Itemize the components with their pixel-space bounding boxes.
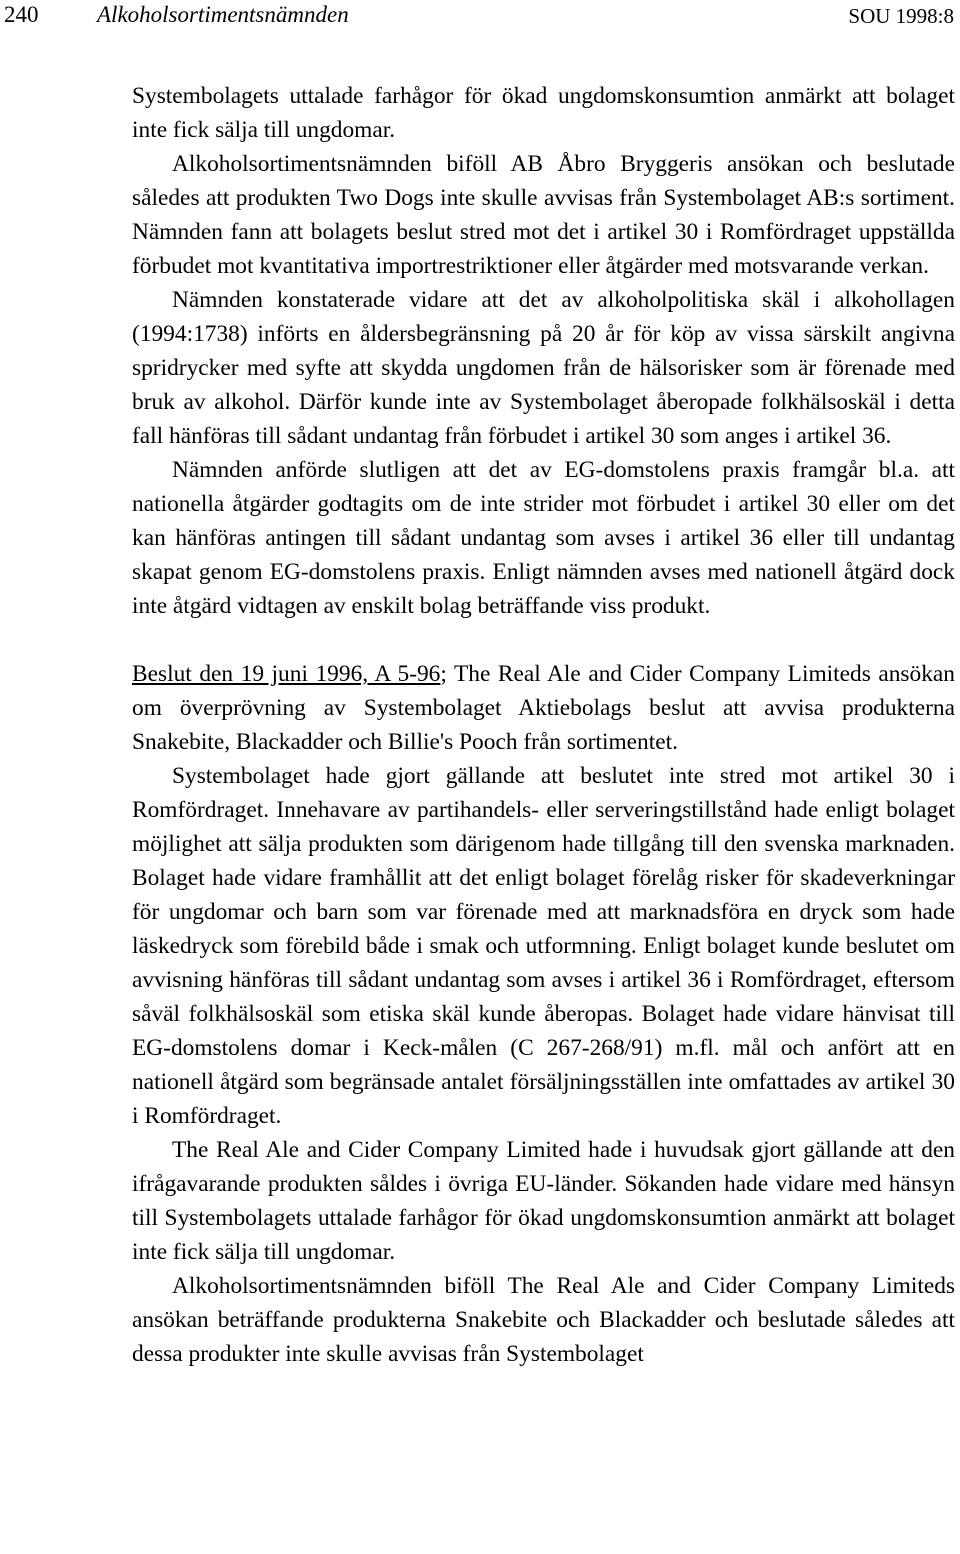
body-text (132, 79, 955, 1371)
page-number: 240 (4, 2, 39, 27)
running-title: Alkoholsortimentsnämnden (97, 2, 349, 27)
document-reference: SOU 1998:8 (848, 4, 954, 28)
case-reference: Beslut den 19 juni 1996, A 5-96 (132, 661, 441, 687)
paragraph: Nämnden konstaterade vidare att det av alkoholpolitiska skäl i alkohollagen (1994:1738) införts en åldersbegränsning på 20 år för köp av vissa särskilt angivna spridrycker med syfte att skydda ungdomen från de hälsorisker som är förenade med bruk av alkohol. Därför kunde inte av Systembolaget åberopade folkhälsoskäl i detta fall hänföras till sådant undantag från förbudet i artikel 30 som anges i artikel 36. (132, 287, 955, 449)
paragraph: Alkoholsortimentsnämnden biföll AB Åbro Bryggeris ansökan och beslutade således att produkten Two Dogs inte skulle avvisas från Systembolaget AB:s sortiment. Nämnden fann att bolagets beslut stred mot det i artikel 30 i Romfördraget uppställda förbudet mot kvantitativa importrestriktioner eller åtgärder med motsvarande verkan. (132, 151, 955, 279)
paragraph: The Real Ale and Cider Company Limited hade i huvudsak gjort gällande att den ifrågavarande produkten såldes i övriga EU-länder. Sökanden hade vidare med hänsyn till Systembolagets uttalade farhågor för ökad ungdomskonsumtion anmärkt att bolaget inte fick sälja till ungdomar. (132, 1137, 955, 1265)
paragraph: Nämnden anförde slutligen att det av EG-domstolens praxis framgår bl.a. att nationella åtgärder godtagits om de inte strider mot förbudet i artikel 30 eller om det kan hänföras antingen till sådant undantag som avses i artikel 36 eller till undantag skapat genom EG-domstolens praxis. Enligt nämnden avses med nationell åtgärd dock inte åtgärd vidtagen av enskilt bolag beträffande viss produkt. (132, 457, 955, 619)
case-summary: ; The Real Ale and Cider Company Limiteds ansökan om överprövning av Systembolaget Aktiebolags beslut att avvisa produkterna Snakebite, Blackadder och Billie's Pooch från sortimentet. (132, 661, 955, 755)
case-paragraph (132, 657, 955, 759)
paragraph: Alkoholsortimentsnämnden biföll The Real Ale and Cider Company Limiteds ansökan beträffande produkterna Snakebite och Blackadder och beslutade således att dessa produkter inte skulle avvisas från Systembolaget (132, 1273, 955, 1367)
paragraph: Systembolaget hade gjort gällande att beslutet inte stred mot artikel 30 i Romfördraget. Innehavare av partihandels- eller serveringstillstånd hade enligt bolaget möjlighet att sälja produkten som därigenom hade tillgång till den svenska marknaden. Bolaget hade vidare framhållit att det enligt bolaget förelåg risker för skadeverkningar för ungdomar och barn som var förenade med att marknadsföra en dryck som hade läskedryck som förebild både i smak och utformning. Enligt bolaget kunde beslutet om avvisning hänföras till sådant undantag som avses i artikel 36 i Romfördraget, eftersom såväl folkhälsoskäl som etiska skäl kunde åberopas. Bolaget hade vidare hänvisat till EG-domstolens domar i Keck-målen (C 267-268/91) m.fl. mål och anfört att en nationell åtgärd som begränsade antalet försäljningsställen inte omfattades av artikel 30 i Romfördraget. (132, 763, 955, 1129)
paragraph: Systembolagets uttalade farhågor för ökad ungdomskonsumtion anmärkt att bolaget inte fick sälja till ungdomar. (132, 83, 955, 143)
page-header (0, 0, 960, 30)
